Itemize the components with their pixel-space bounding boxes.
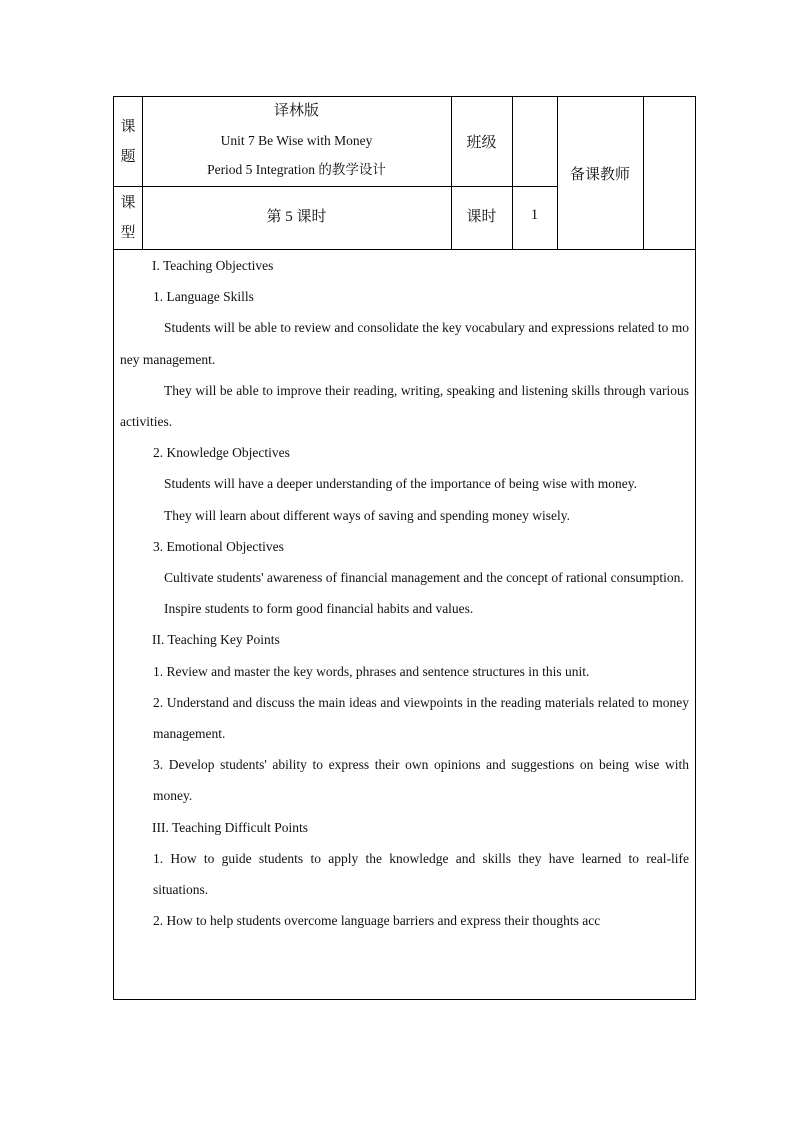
section-heading: 2. Understand and discuss the main ideas and viewpoints in the reading materials related to money management. [153,694,689,742]
ke-ti-label: 课 题 [120,118,136,165]
lesson-content [120,250,689,936]
content-paragraph: They will learn about different ways of saving and spending money wisely. [164,507,571,523]
title-line: Period 5 Integration 的教学设计 [207,162,386,177]
lesson-plan-table [113,96,696,1000]
content-paragraph: Cultivate students' awareness of financial management and the concept of rational consumption. [164,570,684,586]
section-heading: 2. Knowledge Objectives [153,445,290,461]
title-line: 译林版 [273,103,319,119]
lesson-type: 第 5 课时 [266,209,327,225]
title-line: Unit 7 Be Wise with Money [220,133,373,148]
section-heading: 1. How to guide students to apply the knowledge and skills they have learned to real-life situations. [153,850,689,898]
ke-xing-label: 课 型 [120,194,136,241]
content-paragraph: Inspire students to form good financial habits and values. [164,601,474,617]
section-heading: 1. Review and master the key words, phrases and sentence structures in this unit. [153,663,590,679]
section-heading: 1. Language Skills [153,289,254,305]
hours-value: 1 [530,207,539,223]
section-heading: 3. Develop students' ability to express their own opinions and suggestions on being wise with money. [153,757,689,804]
class-value [512,97,557,186]
content-paragraph: Students will be able to review and consolidate the key vocabulary and expressions related to money management. [120,320,689,367]
section-heading: 2. How to help students overcome language barriers and express their thoughts acc [153,913,601,929]
class-label: 班级 [466,135,497,151]
hours-label: 课时 [466,209,497,225]
content-paragraph: Students will have a deeper understanding of the importance of being wise with money. [164,476,638,492]
lesson-title [142,97,451,186]
section-heading: 3. Emotional Objectives [153,538,284,554]
section-heading: I. Teaching Objectives [152,258,274,273]
section-heading: II. Teaching Key Points [152,632,280,648]
content-paragraph: They will be able to improve their reading, writing, speaking and listening skills through various activities. [120,382,689,430]
teacher-value [643,97,695,249]
section-heading: III. Teaching Difficult Points [152,819,309,835]
teacher-label: 备课教师 [569,166,630,183]
